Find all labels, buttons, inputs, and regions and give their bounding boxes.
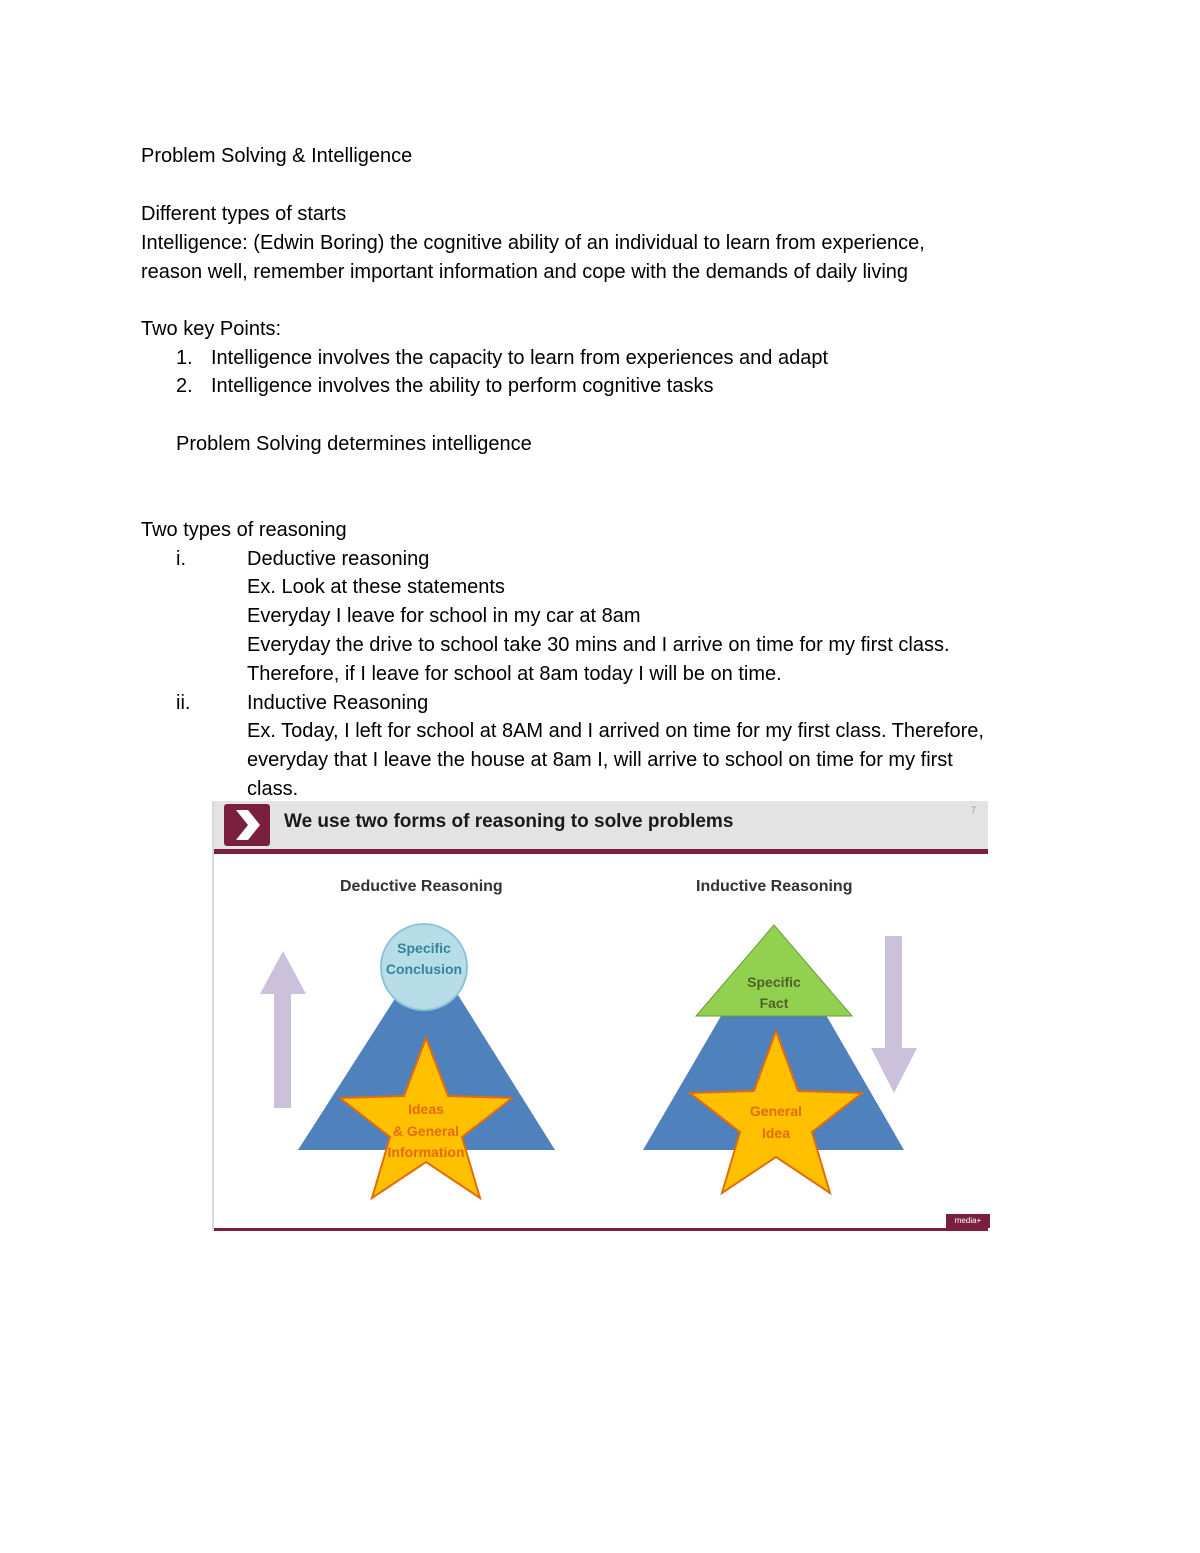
- deductive-numeral: i.: [176, 548, 186, 570]
- inductive-example-line: Ex. Today, I left for school at 8AM and I arrived on time for my first class. Therefore,: [247, 720, 984, 742]
- down-arrow-icon: [871, 936, 917, 1093]
- slide-title: We use two forms of reasoning to solve problems: [284, 811, 734, 832]
- deductive-example-line: Everyday the drive to school take 30 mins and I arrive on time for my first class.: [247, 634, 950, 656]
- deductive-top-label: Specific: [397, 940, 451, 956]
- inductive-example-line: everyday that I leave the house at 8am I, will arrive to school on time for my first: [247, 749, 953, 771]
- inductive-top-label: Specific: [747, 974, 801, 990]
- deductive-diagram-heading: Deductive Reasoning: [340, 878, 503, 895]
- deductive-top-label: Conclusion: [385, 961, 463, 977]
- deductive-star-label: Ideas: [408, 1101, 444, 1117]
- slide-page-number: 7: [970, 805, 976, 815]
- deductive-label: Deductive reasoning: [247, 548, 430, 570]
- key-point-number: 2.: [176, 375, 193, 397]
- inductive-numeral: ii.: [176, 692, 191, 714]
- inductive-star-label: Idea: [761, 1125, 791, 1141]
- key-point-text: Intelligence involves the ability to perform cognitive tasks: [211, 375, 714, 397]
- inductive-label: Inductive Reasoning: [247, 692, 429, 714]
- deductive-star-label: Information: [387, 1144, 465, 1160]
- inductive-top-label: Fact: [759, 995, 789, 1011]
- page-title: Problem Solving & Intelligence: [141, 145, 413, 167]
- deductive-example-line: Everyday I leave for school in my car at 8am: [247, 605, 641, 627]
- key-points-heading: Two key Points:: [141, 318, 282, 340]
- reasoning-heading: Two types of reasoning: [141, 519, 347, 541]
- definition-line-2: reason well, remember important information and cope with the demands of daily living: [141, 261, 909, 283]
- up-arrow-icon: [260, 951, 306, 1108]
- deductive-star-label: & General: [392, 1123, 460, 1139]
- inductive-star-label: General: [749, 1103, 803, 1119]
- key-points-note: Problem Solving determines intelligence: [176, 433, 532, 455]
- inductive-diagram-heading: Inductive Reasoning: [696, 878, 853, 895]
- inductive-example-line: class.: [247, 778, 299, 800]
- reasoning-slide-image: [212, 801, 990, 1231]
- reasoning-diagrams: [214, 801, 988, 1226]
- media-badge: media+: [946, 1214, 990, 1228]
- definition-line-1: Intelligence: (Edwin Boring) the cognitive ability of an individual to learn from experience,: [141, 232, 925, 254]
- key-point-number: 1.: [176, 347, 193, 369]
- key-point-text: Intelligence involves the capacity to learn from experiences and adapt: [211, 347, 829, 369]
- deductive-example-line: Therefore, if I leave for school at 8am today I will be on time.: [247, 663, 782, 685]
- slide-footer-line: [214, 1228, 988, 1231]
- subtitle: Different types of starts: [141, 203, 347, 225]
- deductive-example-line: Ex. Look at these statements: [247, 576, 505, 598]
